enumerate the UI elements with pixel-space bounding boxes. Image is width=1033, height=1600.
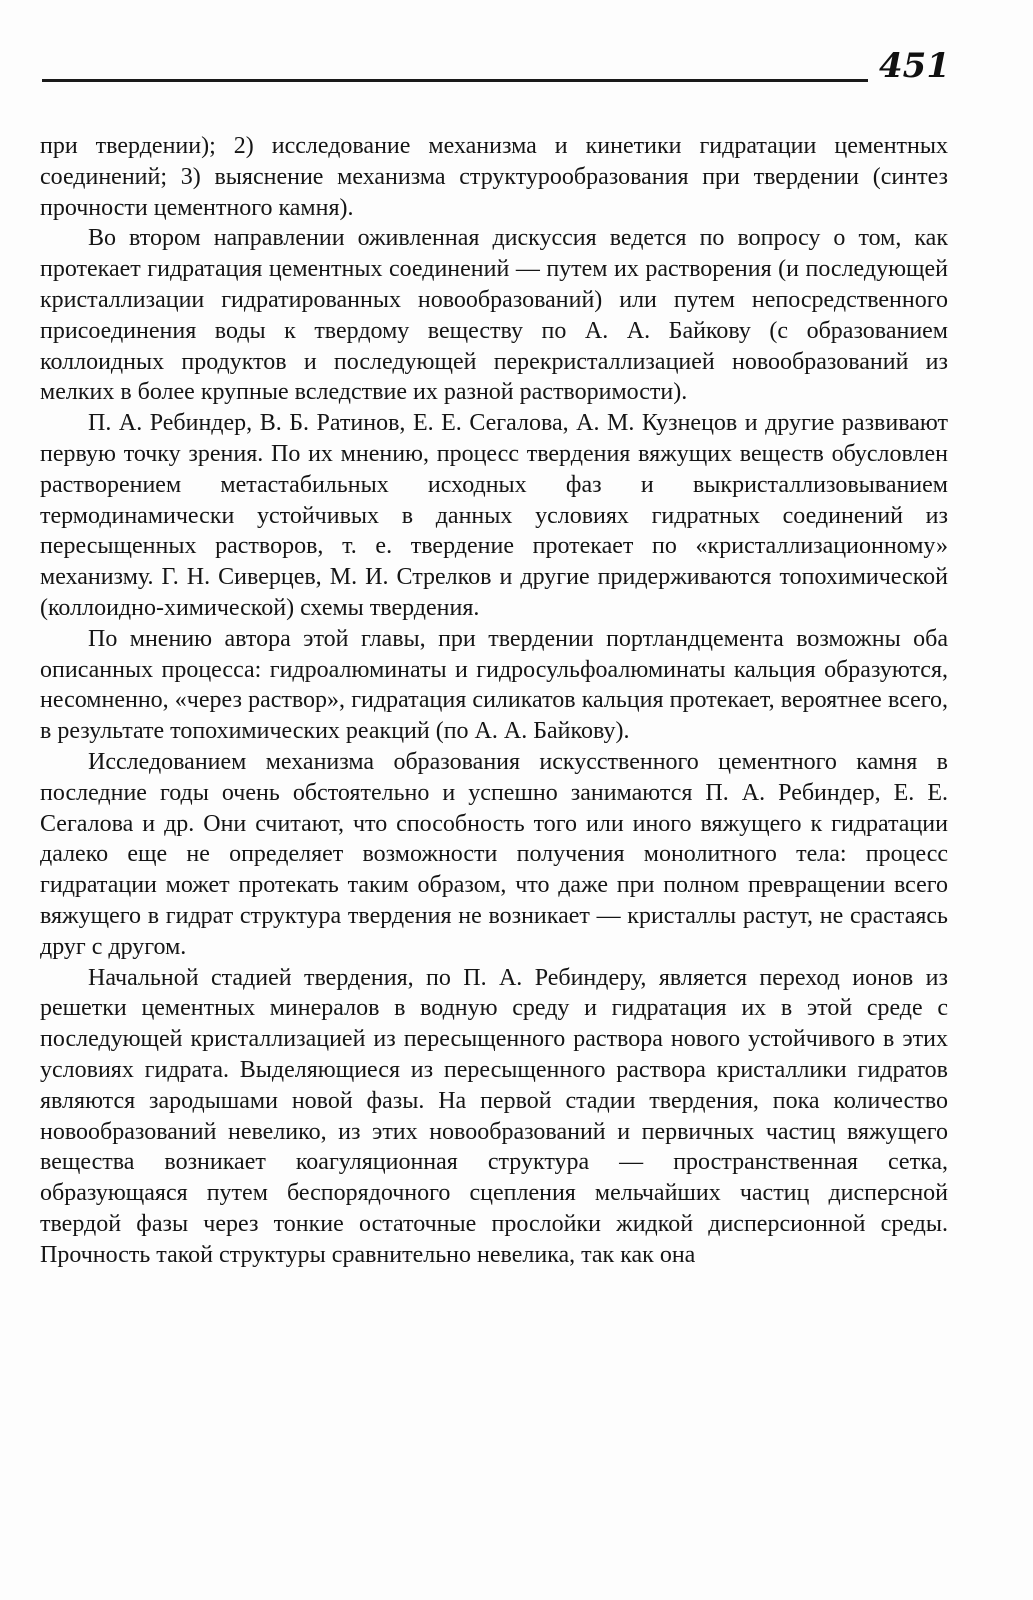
- paragraph: при твердении); 2) исследование механизма и кинетики гидратации цементных соединений; 3) выяснение механизма структурообразования при твердении (синтез прочности цементного камня).: [40, 133, 948, 221]
- page-number: 451: [879, 46, 950, 86]
- paragraph: По мнению автора этой главы, при твердении портландцемента возможны оба описанных процесса: гидроалюминаты и гидросульфоалюминаты кальция образуются, несомненно, «через раствор», гидратация силикатов кальция протекает, вероятнее всего, в результате топохимических реакций (по А. А. Байкову).: [40, 625, 948, 745]
- paragraph: Начальной стадией твердения, по П. А. Ребиндеру, является переход ионов из решетки цементных минералов в водную среду и гидратация их в этой среде с последующей кристаллизацией из пересыщенного раствора нового устойчивого в этих условиях гидрата. Выделяющиеся из пересыщенного раствора кристаллики гидратов являются зародышами новой фазы. На первой стадии твердения, пока количество новообразований невелико, из этих новообразований и первичных частиц вяжущего вещества возникает коагуляционная структура — пространственная сетка, образующаяся путем беспорядочного сцепления мельчайших частиц дисперсной твердой фазы через тонкие остаточные прослойки жидкой дисперсионной среды. Прочность такой структуры сравнительно невелика, так как она: [40, 964, 948, 1268]
- header-rule: [42, 79, 868, 82]
- paragraph: Исследованием механизма образования искусственного цементного камня в последние годы очень обстоятельно и успешно занимаются П. А. Ребиндер, Е. Е. Сегалова и др. Они считают, что способность того или иного вяжущего к гидратации далеко еще не определяет возможности получения монолитного тела: процесс гидратации может протекать таким образом, что даже при полном превращении всего вяжущего в гидрат структура твердения не возникает — кристаллы растут, не срастаясь друг с другом.: [40, 748, 948, 960]
- body-text: [40, 131, 948, 1270]
- running-header: [42, 44, 950, 92]
- paragraph: П. А. Ребиндер, В. Б. Ратинов, Е. Е. Сегалова, А. М. Кузнецов и другие развивают первую точку зрения. По их мнению, процесс твердения вяжущих веществ обусловлен растворением метастабильных исходных фаз и выкристаллизовыванием термодинамически устойчивых в данных условиях гидратных соединений из пересыщенных растворов, т. е. твердение протекает по «кристаллизационному» механизму. Г. Н. Сиверцев, М. И. Стрелков и другие придерживаются топохимической (коллоидно-химической) схемы твердения.: [40, 410, 948, 621]
- paragraph: Во втором направлении оживленная дискуссия ведется по вопросу о том, как протекает гидратация цементных соединений — путем их растворения (и последующей кристаллизации гидратированных новообразований) или путем непосредственного присоединения воды к твердому веществу по А. А. Байкову (с образованием коллоидных продуктов и последующей перекристаллизацией новообразований из мелких в более крупные вследствие их разной растворимости).: [40, 225, 948, 406]
